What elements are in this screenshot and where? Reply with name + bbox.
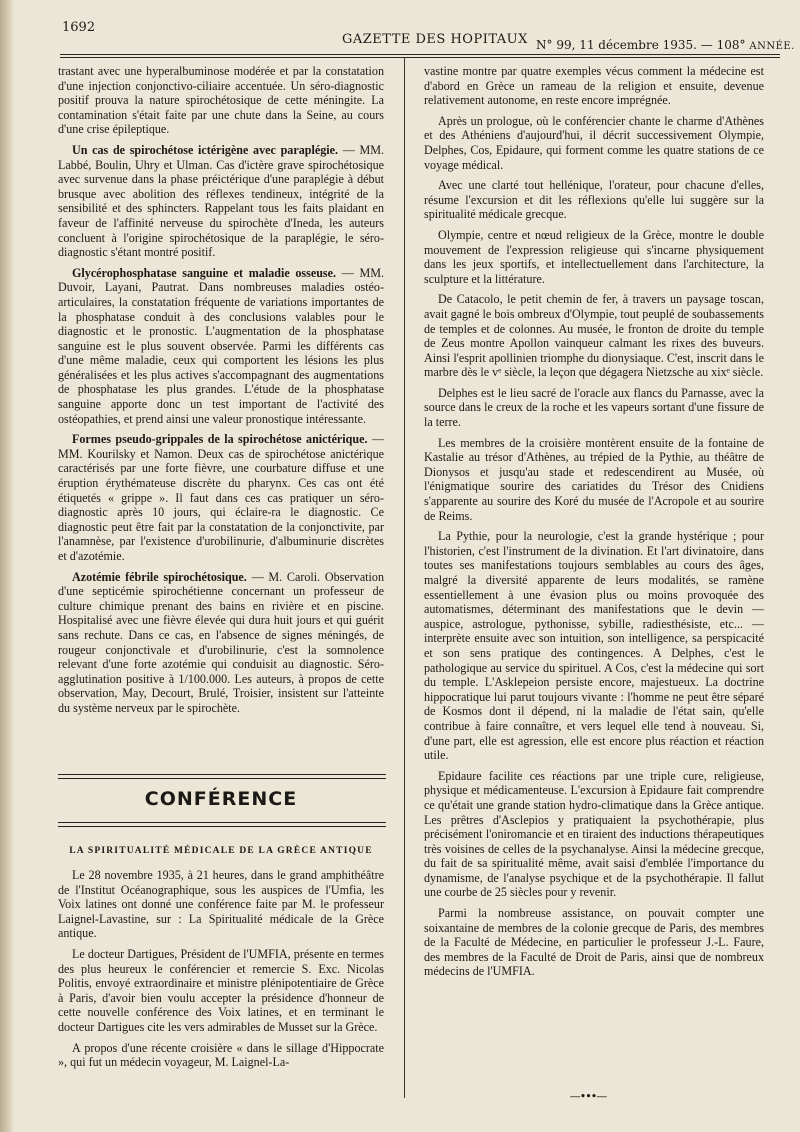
- paragraph-lead: Formes pseudo-grippales de la spirochétose anictérique.: [72, 432, 368, 447]
- paragraph-text: — MM. Kourilsky et Namon. Deux cas de spirochétose anictérique caractérisés par une forte fièvre, une courbature diffuse et une éruption érythémateuse discrète du pharynx. Ces cas ont été étiquetés « grippe ». Il faut dans ces cas pratiquer un séro-diagnostic après 10 jours, qui éclaire-ra le diagnostic. Ce diagnostic peut être fait par la constatation de la conjonctivite, par l'anamnèse, par l'existence d'urobilinurie, d'albuminurie discrètes et d'azotémie.: [58, 432, 384, 563]
- conference-paragraph: A propos d'une récente croisière « dans le sillage d'Hippocrate », qui fut un médecin voyageur, M. Laignel-La-: [58, 1040, 384, 1070]
- article-paragraph: [58, 266, 384, 427]
- conference-paragraph: De Catacolo, le petit chemin de fer, à travers un paysage toscan, avait gagné le bois ombreux d'Olympie, tout peuplé de soubassements de temples et de colonnes. Au musée, le fronton de droite du temple de Zeus montre Apollon vainqueur calmant les rixes des buveurs. Ainsi l'esprit apollinien triomphe du dionysiaque. C'est, inscrit dans le marbre dès le vᵉ siècle, la leçon que dégagera Nietzsche au xixᵉ siècle.: [424, 292, 764, 380]
- conference-paragraph: Les membres de la croisière montèrent ensuite de la fontaine de Kastalie au trésor d'Athènes, au trépied de la Pythie, au théâtre de Dionysos et jusqu'au stade et redescendirent au Musée, où l'énigmatique sourire des cariatides du Trésor des Cnidiens s'apparente au sourire des Koré du musée de l'Acropole et au sourire de Reims.: [424, 435, 764, 523]
- conference-paragraph: Le 28 novembre 1935, à 21 heures, dans le grand amphithéâtre de l'Institut Océanographique, sous les auspices de l'Umfia, les Voix latines ont donné une conférence faite par M. le professeur Laignel-Lavastine, sur : La Spiritualité médicale de la Grèce antique.: [58, 868, 384, 941]
- conference-paragraph: Delphes est le lieu sacré de l'oracle aux flancs du Parnasse, avec la source dans le creux de la roche et les vapeurs sortant d'une fissure de la terre.: [424, 385, 764, 430]
- conference-paragraph: Le docteur Dartigues, Président de l'UMFIA, présente en termes des plus heureux le conférencier et remercie S. Exc. Nicolas Politis, envoyé extraordinaire et ministre plénipotentiaire de Grèce à Paris, d'avoir bien voulu accepter la présidence d'honneur de cette nouvelle conférence des Voix latines, et en terminant le docteur Dartigues cite les vers admirables de Musset sur la Grèce.: [58, 946, 384, 1034]
- section-double-rule: [58, 774, 386, 779]
- issue-number-date: N° 99, 11 décembre 1935. — 108°: [536, 38, 746, 52]
- issue-info: [536, 38, 795, 52]
- conference-subtitle: LA SPIRITUALITÉ MÉDICALE DE LA GRÈCE ANTIQUE: [69, 846, 373, 856]
- conference-paragraph: Epidaure facilite ces réactions par une triple cure, religieuse, physique et médicamenteuse. L'excursion à Epidaure fait comprendre ce qu'était une grande station hydro-climatique dans la Grèce antique. Les prêtres d'Asclepios y pratiquaient la psychothérapie, plus précisément l'oniromancie et en tiraient des inductions thérapeutiques très voisines de celles de la psychanalyse. Ainsi la médecine grecque, du fait de sa spiritualité même, avait saisi d'emblée l'importance du dynamisme, de l'analyse psychique et de la psychothérapie. Il fallut une courbe de 25 siècles pour y revenir.: [424, 768, 764, 900]
- section-double-rule: [58, 822, 386, 827]
- conference-paragraph: vastine montre par quatre exemples vécus comment la médecine est d'abord en Grèce un rameau de la religion et ensuite, devenue relativement autonome, en reste encore imprégnée.: [424, 64, 764, 108]
- right-column: [424, 64, 764, 985]
- page-binding-shadow: [0, 0, 14, 1132]
- article-paragraph: [58, 64, 384, 137]
- journal-title: GAZETTE DES HOPITAUX: [342, 32, 528, 47]
- conference-paragraph: Olympie, centre et nœud religieux de la Grèce, montre le double mouvement de l'expression religieuse qui s'incarne physiquement dans les jeux sportifs, et intellectuellement dans l'architecture, la sculpture et la littérature.: [424, 227, 764, 286]
- paragraph-text: — MM. Labbé, Boulin, Uhry et Ulman. Cas d'ictère grave spirochétosique avec survenue dans la phase préictérique d'une paraplégie à début brusque avec abolition des réflexes tendineux, intégrité de la sensibilité et des sphincters. Rappelant tous les faits plaidant en faveur de l'affinité nerveuse du spirochète d'Ineda, les auteurs concluent à l'origine spirochétosique de la paraplégie, le séro-diagnostic s'étant montré positif.: [58, 142, 385, 260]
- paragraph-text: — M. Caroli. Observation d'une septicémie spirochétienne concernant un professeur de culture chimique prenant des bains en rivière et en piscine. Hospitalisé avec une fièvre élevée qui dura huit jours et qui guérit sans rechute. Dans ce cas, en l'absence de signes méningés, de rougeur conjonctivale et d'urobilinurie, c'est la somnolence relevant d'une forte azotémie qui conduisit au diagnostic. Séro-agglutination positive à 1/100.000. Les auteurs, à propos de cette observation, May, Decourt, Brulé, Troisier, insistent sur l'atteinte du système nerveux par le spirochète.: [58, 569, 384, 715]
- article-paragraph: [58, 570, 384, 716]
- article-paragraph: [58, 432, 384, 563]
- article-paragraph: [58, 143, 384, 260]
- conference-paragraph: Parmi la nombreuse assistance, on pouvait compter une soixantaine de membres de la colonie grecque de Paris, des membres de la Faculté de Médecine, en particulier le professeur J.-L. Faure, des membres de la Faculté de Droit de Paris, ainsi que de nombreux médecins de l'UMFIA.: [424, 906, 764, 979]
- conference-body: [58, 868, 384, 1076]
- paragraph-lead: Glycérophosphatase sanguine et maladie osseuse.: [72, 265, 337, 280]
- paragraph-lead: Azotémie fébrile spirochétosique.: [72, 569, 247, 584]
- page-number: 1692: [62, 20, 96, 35]
- left-column: [58, 64, 384, 722]
- issue-year-word: ANNÉE.: [749, 41, 795, 52]
- conference-paragraph: La Pythie, pour la neurologie, c'est la grande hystérique ; pour l'historien, c'est l'instrument de la divination. Et l'art divinatoire, dans toutes ses manifestations toujours semblables au cours des âges, malgré la diversité apparente de leurs modalités, se ramène essentiellement à une évasion plus ou moins provoquée des automatismes, déterminant des manifestations que le devin — auspice, astrologue, pythonisse, sybille, radiesthésiste, etc... — interprète ensuite avec son intuition, son intelligence, sa perspicacité et son sens pratique des contingences. A Delphes, c'est le pathologique au service du spirituel. A Cos, c'est la médecine qui sort du temple. L'Asklepeion persiste encore, majestueux. La doctrine hippocratique lui parut toujours vivante : l'homme ne peut être séparé de Kosmos dont il dépend, ni la maladie de l'état sain, qu'elle contribue à faire connaître, et vers lequel elle tend à nouveau. Si, d'une part, elle est agression, elle est encore plus réaction et réaction utile.: [424, 529, 764, 763]
- paragraph-lead: Un cas de spirochétose ictérigène avec paraplégie.: [72, 142, 339, 157]
- column-divider: [404, 58, 405, 1098]
- conference-paragraph: Avec une clarté tout hellénique, l'orateur, pour chacune d'elles, résume l'excursion et dit les réflexions qu'elle lui suggère sur la spiritualité médicale grecque.: [424, 178, 764, 222]
- paragraph-text: — MM. Duvoir, Layani, Pautrat. Dans nombreuses maladies ostéo-articulaires, la constatation fréquente de variations importantes de la phosphatase conduit à des conclusions valables pour le diagnostic et le pronostic. L'augmentation de la phosphatase sanguine est le plus souvent observée. Parmi les différents cas d'une même maladie, ceux qui comportent les lésions les plus généralisées et les plus actives s'accompagnant des augmentations de phosphatase les plus grandes. L'étude de la phosphatase sanguine apporte donc un test important de l'activité des ostéopathies, et prend ainsi une valeur pronostique intéressante.: [58, 265, 384, 426]
- header-rule: [60, 54, 780, 55]
- conference-paragraph: Après un prologue, où le conférencier chante le charme d'Athènes et des Athéniens d'aujourd'hui, il décrit successivement Olympie, Delphes, Cos, Epidaure, qui forment comme les quatre stations de ce voyage médical.: [424, 113, 764, 172]
- header-rule-2: [60, 57, 780, 58]
- end-ornament: —•••—: [569, 1090, 607, 1103]
- conference-heading: CONFÉRENCE: [144, 788, 298, 810]
- paragraph-text: trastant avec une hyperalbuminose modérée et par la constatation d'une injection conjonctivo-ciliaire accentuée. Un séro-diagnostic positif prouva la nature spirochétosique de cette méningite. La contamination s'était faite par une chute dans la Seine, au cours d'une crise épileptique.: [58, 64, 384, 137]
